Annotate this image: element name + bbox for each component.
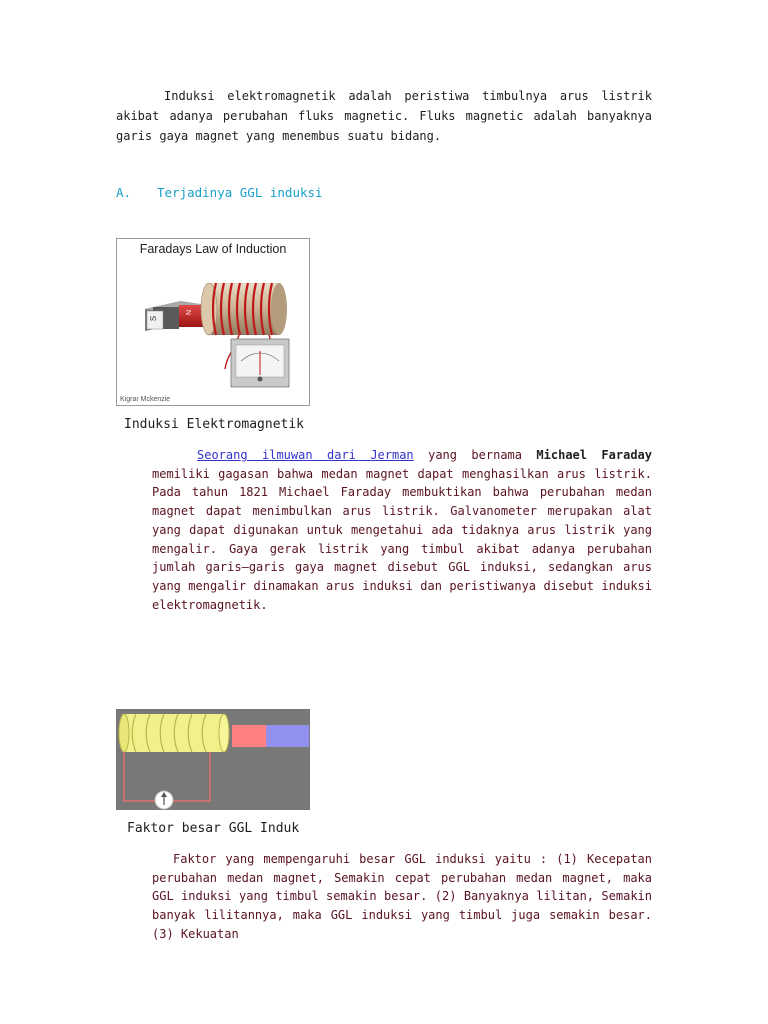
magnet-blue: [266, 725, 309, 747]
intro-text: Induksi elektromagnetik adalah peristiwa timbulnya arus listrik akibat adanya perubahan fluks magnetic. Fluks magnetic adalah banyaknya garis gaya magnet yang menembus suatu bidang.: [116, 89, 652, 143]
para2-text-c: Gaya gerak listrik yang timbul akibat adanya perubahan jumlah garis–garis gaya magnet disebut GGL induksi, sedangkan arus yang mengalir dinamakan arus induksi dan peristiwanya disebut induksi elektromagnetik.: [152, 541, 652, 612]
magnet-red: [232, 725, 266, 747]
faraday-paragraph: [152, 446, 652, 614]
scientist-link[interactable]: Seorang ilmuwan dari Jerman: [197, 448, 414, 462]
section-title: Terjadinya GGL induksi: [157, 185, 323, 200]
para2-text-b: memiliki gagasan bahwa medan magnet dapat menghasilkan arus listrik. Pada tahun 1821 Michael Faraday membuktikan bahwa perubahan medan magnet dapat menimbulkan arus listrik. Galvanometer merupakan alat yang dapat digunakan untuk mengetahui ada tidaknya arus listrik yang mengalir.: [152, 466, 652, 556]
coil-right-cap: [219, 714, 229, 752]
magnet-label-n: N: [186, 309, 194, 316]
faraday-law-figure: [116, 238, 310, 406]
para2-text-a: yang bernama: [413, 448, 537, 462]
factors-paragraph: [152, 850, 652, 944]
magnet-label-s: S: [149, 315, 159, 322]
coil-magnet-illustration: [116, 709, 310, 810]
ggl-factor-figure: [116, 709, 310, 810]
faraday-name: Michael Faraday: [536, 448, 652, 462]
galvanometer-pivot: [258, 377, 263, 382]
faraday-illustration: [117, 239, 310, 406]
figure2-caption: Faktor besar GGL Induk: [127, 821, 300, 836]
figure-title: Faradays Law of Induction: [139, 242, 287, 256]
section-heading: [116, 185, 323, 200]
coil-right-end: [271, 283, 287, 335]
intro-paragraph: [116, 86, 652, 146]
figure1-caption: Induksi Elektromagnetik: [124, 417, 305, 432]
coil-left-cap: [119, 714, 129, 752]
figure-credit: Kigrar Mckenzie: [120, 396, 171, 403]
section-number: A.: [116, 185, 132, 200]
para3-text: Faktor yang mempengaruhi besar GGL induksi yaitu : (1) Kecepatan perubahan medan magnet, Semakin cepat perubahan medan magnet, maka GGL induksi yang timbul semakin besar. (2) Banyaknya lilitan, Semakin banyak lilitannya, maka GGL induksi yang timbul juga semakin besar. (3) Kekuatan: [152, 852, 652, 941]
